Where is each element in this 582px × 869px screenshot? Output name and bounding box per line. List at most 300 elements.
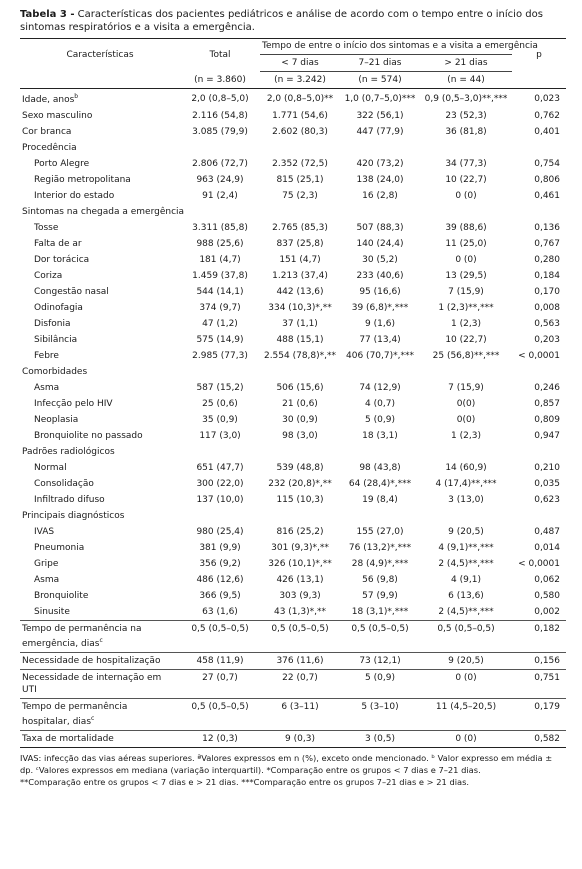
row-label bbox=[20, 220, 180, 236]
row-label bbox=[20, 172, 180, 188]
header-p: p bbox=[512, 39, 566, 72]
table-cell: 27 (0,7) bbox=[180, 670, 260, 699]
table-cell: 1,0 (0,7–5,0)*** bbox=[344, 93, 416, 104]
p-value-cell: < 0,0001 bbox=[518, 351, 560, 361]
row-label bbox=[20, 524, 180, 540]
row-label bbox=[20, 444, 566, 460]
table-cell: 7 (15,9) bbox=[448, 287, 484, 297]
table-cell: 326 (10,1)*,** bbox=[268, 559, 332, 569]
row-label bbox=[20, 540, 180, 556]
row-label-text: Necessidade de hospitalização bbox=[22, 656, 161, 666]
table-cell: 77 (13,4) bbox=[359, 335, 401, 345]
table-row bbox=[20, 316, 566, 332]
table-row bbox=[20, 670, 566, 699]
row-label bbox=[20, 653, 180, 670]
table-row bbox=[20, 588, 566, 604]
table-cell: 28 (4,9)*,*** bbox=[351, 559, 409, 569]
table-footnote bbox=[20, 752, 566, 788]
table-row bbox=[20, 188, 566, 204]
row-label bbox=[20, 460, 180, 476]
table-cell: 74 (12,9) bbox=[359, 383, 401, 393]
row-label-superscript: b bbox=[74, 93, 79, 100]
table-cell: 2.554 (78,8)*,** bbox=[263, 351, 337, 361]
table-row bbox=[20, 348, 566, 364]
table-cell: 1 (2,3) bbox=[451, 431, 481, 441]
table-cell: 575 (14,9) bbox=[196, 335, 244, 345]
table-cell: 6 (3–11) bbox=[260, 699, 340, 731]
row-label bbox=[20, 348, 180, 364]
row-label-text: Porto Alegre bbox=[34, 159, 90, 169]
table-cell: 98 (43,8) bbox=[359, 463, 401, 473]
table-cell: 19 (8,4) bbox=[362, 495, 398, 505]
table-cell: 39 (6,8)*,*** bbox=[351, 303, 409, 313]
table-cell: 1 (2,3) bbox=[451, 319, 481, 329]
table-cell: 233 (40,6) bbox=[356, 271, 404, 281]
table-cell: 2.352 (72,5) bbox=[272, 159, 328, 169]
table-cell: 406 (70,7)*,*** bbox=[346, 351, 414, 361]
row-label bbox=[20, 124, 180, 140]
row-label bbox=[20, 284, 180, 300]
row-label-text: Bronquiolite no passado bbox=[34, 431, 143, 441]
table-cell: 11 (25,0) bbox=[445, 239, 487, 249]
table-cell: 544 (14,1) bbox=[196, 287, 244, 297]
header-tempo: Tempo de entre o início dos sintomas e a visita a emergência bbox=[260, 39, 512, 55]
row-label bbox=[20, 412, 180, 428]
table-cell: 4 (9,1)**,*** bbox=[438, 543, 494, 553]
table-cell: 356 (9,2) bbox=[199, 559, 241, 569]
table-cell: 9 (20,5) bbox=[448, 527, 484, 537]
table-cell: 64 (28,4)*,*** bbox=[348, 479, 412, 489]
row-label bbox=[20, 108, 180, 124]
table-cell: 2.765 (85,3) bbox=[272, 223, 328, 233]
table-cell: 0 (0) bbox=[455, 255, 477, 265]
table-cell: 155 (27,0) bbox=[356, 527, 404, 537]
row-label bbox=[20, 89, 180, 109]
header-n-total: (n = 3.860) bbox=[180, 72, 260, 89]
table-cell: 2,0 (0,8–5,0)** bbox=[266, 93, 334, 104]
row-label-text: Principais diagnósticos bbox=[22, 511, 125, 521]
row-label-text: Sibilância bbox=[34, 335, 78, 345]
row-label-text: Febre bbox=[34, 351, 59, 361]
table-cell: 25 (0,6) bbox=[202, 399, 238, 409]
p-value-cell: 0,857 bbox=[534, 399, 560, 409]
header-n-lt7: (n = 3.242) bbox=[260, 72, 340, 89]
row-label bbox=[20, 556, 180, 572]
table-cell: 980 (25,4) bbox=[196, 527, 244, 537]
row-label-text: Sinusite bbox=[34, 607, 70, 617]
row-label bbox=[20, 396, 180, 412]
patient-characteristics-table bbox=[20, 38, 566, 748]
table-cell: 6 (13,6) bbox=[448, 591, 484, 601]
table-cell: 232 (20,8)*,** bbox=[268, 479, 332, 489]
table-cell: 3 (0,5) bbox=[340, 731, 420, 748]
table-row bbox=[20, 108, 566, 124]
table-cell: 0(0) bbox=[456, 399, 476, 409]
table-row bbox=[20, 699, 566, 731]
p-value-cell: 0,751 bbox=[512, 670, 566, 699]
row-label-text: Odinofagia bbox=[34, 303, 83, 313]
table-cell: 9 (0,3) bbox=[260, 731, 340, 748]
table-cell: 816 (25,2) bbox=[276, 527, 324, 537]
row-label bbox=[20, 140, 566, 156]
table-cell: 300 (22,0) bbox=[196, 479, 244, 489]
row-label-text: Cor branca bbox=[22, 127, 72, 137]
table-cell: 4 (0,7) bbox=[365, 399, 395, 409]
p-value-cell: 0,806 bbox=[534, 175, 560, 185]
table-caption bbox=[20, 8, 570, 34]
table-row bbox=[20, 731, 566, 748]
row-label bbox=[20, 476, 180, 492]
table-cell: 376 (11,6) bbox=[260, 653, 340, 670]
row-label-text: Tempo de permanência hospitalar, dias bbox=[22, 702, 128, 727]
table-row bbox=[20, 492, 566, 508]
table-cell: 0,5 (0,5–0,5) bbox=[180, 699, 260, 731]
table-row bbox=[20, 460, 566, 476]
table-cell: 25 (56,8)**,*** bbox=[432, 351, 500, 361]
table-row bbox=[20, 220, 566, 236]
row-label-text: Taxa de mortalidade bbox=[22, 734, 114, 744]
row-label bbox=[20, 731, 180, 748]
table-cell: 0 (0) bbox=[455, 191, 477, 201]
row-label bbox=[20, 236, 180, 252]
table-cell: 5 (3–10) bbox=[340, 699, 420, 731]
table-cell: 539 (48,8) bbox=[276, 463, 324, 473]
table-cell: 374 (9,7) bbox=[199, 303, 241, 313]
table-row bbox=[20, 653, 566, 670]
p-value-cell: 0,008 bbox=[534, 303, 560, 313]
table-cell: 181 (4,7) bbox=[199, 255, 241, 265]
table-cell: 5 (0,9) bbox=[365, 415, 395, 425]
table-cell: 963 (24,9) bbox=[196, 175, 244, 185]
header-n-gt21: (n = 44) bbox=[420, 72, 512, 89]
p-value-cell: 0,246 bbox=[534, 383, 560, 393]
table-row bbox=[20, 396, 566, 412]
header-group-lt7: < 7 dias bbox=[260, 55, 340, 72]
p-value-cell: 0,156 bbox=[512, 653, 566, 670]
row-label-text: Infecção pelo HIV bbox=[34, 399, 113, 409]
p-value-cell: 0,179 bbox=[512, 699, 566, 731]
table-cell: 7 (15,9) bbox=[448, 383, 484, 393]
p-value-cell: < 0,0001 bbox=[518, 559, 560, 569]
table-cell: 1.459 (37,8) bbox=[192, 271, 248, 281]
table-cell: 2.602 (80,3) bbox=[272, 127, 328, 137]
table-cell: 0(0) bbox=[456, 415, 476, 425]
p-value-cell: 0,461 bbox=[534, 191, 560, 201]
p-value-cell: 0,487 bbox=[534, 527, 560, 537]
table-cell: 37 (1,1) bbox=[282, 319, 318, 329]
table-cell: 815 (25,1) bbox=[276, 175, 324, 185]
caption-label: Tabela 3 - bbox=[20, 9, 75, 20]
table-cell: 35 (0,9) bbox=[202, 415, 238, 425]
group-row bbox=[20, 364, 566, 380]
table-cell: 2 (4,5)**,*** bbox=[438, 559, 494, 569]
table-row bbox=[20, 412, 566, 428]
table-cell: 5 (0,9) bbox=[340, 670, 420, 699]
table-cell: 95 (16,6) bbox=[359, 287, 401, 297]
table-cell: 3 (13,0) bbox=[448, 495, 484, 505]
row-label bbox=[20, 300, 180, 316]
table-row bbox=[20, 476, 566, 492]
table-cell: 23 (52,3) bbox=[445, 111, 487, 121]
table-cell: 56 (9,8) bbox=[362, 575, 398, 585]
table-cell: 18 (3,1) bbox=[362, 431, 398, 441]
table-cell: 988 (25,6) bbox=[196, 239, 244, 249]
table-cell: 837 (25,8) bbox=[276, 239, 324, 249]
table-cell: 9 (1,6) bbox=[365, 319, 395, 329]
table-cell: 651 (47,7) bbox=[196, 463, 244, 473]
p-value-cell: 0,563 bbox=[534, 319, 560, 329]
row-label bbox=[20, 604, 180, 621]
row-label-text: Congestão nasal bbox=[34, 287, 109, 297]
p-value-cell: 0,582 bbox=[512, 731, 566, 748]
row-label-text: Região metropolitana bbox=[34, 175, 131, 185]
row-label bbox=[20, 508, 566, 524]
row-label-text: Interior do estado bbox=[34, 191, 115, 201]
table-row bbox=[20, 332, 566, 348]
table-row bbox=[20, 556, 566, 572]
table-cell: 0,5 (0,5–0,5) bbox=[180, 621, 260, 653]
table-cell: 303 (9,3) bbox=[279, 591, 321, 601]
row-label bbox=[20, 588, 180, 604]
row-label-text: Dor torácica bbox=[34, 255, 90, 265]
table-cell: 117 (3,0) bbox=[199, 431, 241, 441]
table-cell: 18 (3,1)*,*** bbox=[351, 607, 409, 617]
table-header bbox=[20, 39, 566, 89]
table-cell: 488 (15,1) bbox=[276, 335, 324, 345]
header-n-7-21: (n = 574) bbox=[340, 72, 420, 89]
table-cell: 2.116 (54,8) bbox=[192, 111, 248, 121]
p-value-cell: 0,136 bbox=[534, 223, 560, 233]
table-cell: 30 (5,2) bbox=[362, 255, 398, 265]
p-value-cell: 0,280 bbox=[534, 255, 560, 265]
table-row bbox=[20, 268, 566, 284]
table-row bbox=[20, 124, 566, 140]
row-label bbox=[20, 670, 180, 699]
p-value-cell: 0,947 bbox=[534, 431, 560, 441]
row-label-text: Gripe bbox=[34, 559, 59, 569]
p-value-cell: 0,062 bbox=[534, 575, 560, 585]
table-cell: 2.985 (77,3) bbox=[192, 351, 248, 361]
table-cell: 301 (9,3)*,** bbox=[271, 543, 329, 553]
row-label bbox=[20, 332, 180, 348]
row-label bbox=[20, 364, 566, 380]
row-label bbox=[20, 572, 180, 588]
table-cell: 420 (73,2) bbox=[356, 159, 404, 169]
table-cell: 36 (81,8) bbox=[445, 127, 487, 137]
table-cell: 0 (0) bbox=[420, 670, 512, 699]
row-label bbox=[20, 204, 566, 220]
table-row bbox=[20, 236, 566, 252]
table-cell: 334 (10,3)*,** bbox=[268, 303, 332, 313]
table-cell: 39 (88,6) bbox=[445, 223, 487, 233]
table-cell: 115 (10,3) bbox=[276, 495, 324, 505]
p-value-cell: 0,623 bbox=[534, 495, 560, 505]
p-value-cell: 0,210 bbox=[534, 463, 560, 473]
table-cell: 151 (4,7) bbox=[279, 255, 321, 265]
table-row bbox=[20, 172, 566, 188]
table-cell: 57 (9,9) bbox=[362, 591, 398, 601]
table-cell: 76 (13,2)*,*** bbox=[348, 543, 412, 553]
row-label bbox=[20, 188, 180, 204]
p-value-cell: 0,014 bbox=[534, 543, 560, 553]
table-cell: 366 (9,5) bbox=[199, 591, 241, 601]
table-cell: 137 (10,0) bbox=[196, 495, 244, 505]
row-label bbox=[20, 492, 180, 508]
row-label bbox=[20, 699, 180, 731]
row-label-text: Procedência bbox=[22, 143, 77, 153]
p-value-cell: 0,754 bbox=[534, 159, 560, 169]
row-label-text: Coriza bbox=[34, 271, 63, 281]
table-cell: 0,9 (0,5–3,0)**,*** bbox=[424, 93, 508, 104]
table-cell: 75 (2,3) bbox=[282, 191, 318, 201]
row-label bbox=[20, 428, 180, 444]
row-label-text: Pneumonia bbox=[34, 543, 85, 553]
table-cell: 2,0 (0,8–5,0) bbox=[191, 93, 249, 104]
table-row bbox=[20, 540, 566, 556]
row-label-text: Falta de ar bbox=[34, 239, 82, 249]
table-cell: 140 (24,4) bbox=[356, 239, 404, 249]
table-row bbox=[20, 380, 566, 396]
table-cell: 0,5 (0,5–0,5) bbox=[260, 621, 340, 653]
row-label-text: Asma bbox=[34, 383, 60, 393]
table-row bbox=[20, 284, 566, 300]
row-label-text: Comorbidades bbox=[22, 367, 88, 377]
row-label bbox=[20, 156, 180, 172]
table-cell: 14 (60,9) bbox=[445, 463, 487, 473]
table-cell: 2 (4,5)**,*** bbox=[438, 607, 494, 617]
table-cell: 3.311 (85,8) bbox=[192, 223, 248, 233]
row-label-text: Tosse bbox=[34, 223, 59, 233]
row-label bbox=[20, 268, 180, 284]
table-cell: 458 (11,9) bbox=[180, 653, 260, 670]
table-cell: 381 (9,9) bbox=[199, 543, 241, 553]
table-row bbox=[20, 89, 566, 109]
table-cell: 16 (2,8) bbox=[362, 191, 398, 201]
header-total: Total bbox=[180, 39, 260, 72]
p-value-cell: 0,401 bbox=[534, 127, 560, 137]
table-body bbox=[20, 89, 566, 748]
table-row bbox=[20, 524, 566, 540]
table-row bbox=[20, 428, 566, 444]
table-cell: 447 (77,9) bbox=[356, 127, 404, 137]
table-cell: 98 (3,0) bbox=[282, 431, 318, 441]
table-row bbox=[20, 300, 566, 316]
group-row bbox=[20, 140, 566, 156]
row-label-text: Consolidação bbox=[34, 479, 94, 489]
row-label-superscript: c bbox=[99, 637, 103, 644]
p-value-cell: 0,809 bbox=[534, 415, 560, 425]
table-cell: 63 (1,6) bbox=[202, 607, 238, 617]
table-cell: 34 (77,3) bbox=[445, 159, 487, 169]
header-spacer bbox=[512, 72, 566, 89]
row-label-superscript: c bbox=[91, 715, 95, 722]
header-group-gt21: > 21 dias bbox=[420, 55, 512, 72]
table-cell: 10 (22,7) bbox=[445, 175, 487, 185]
table-cell: 43 (1,3)*,** bbox=[273, 607, 326, 617]
header-spacer bbox=[20, 72, 180, 89]
table-cell: 507 (88,3) bbox=[356, 223, 404, 233]
row-label-text: Infiltrado difuso bbox=[34, 495, 105, 505]
row-label bbox=[20, 252, 180, 268]
table-cell: 587 (15,2) bbox=[196, 383, 244, 393]
table-cell: 21 (0,6) bbox=[282, 399, 318, 409]
p-value-cell: 0,170 bbox=[534, 287, 560, 297]
row-label-text: Padrões radiológicos bbox=[22, 447, 115, 457]
table-cell: 47 (1,2) bbox=[202, 319, 238, 329]
table-row bbox=[20, 252, 566, 268]
table-cell: 4 (9,1) bbox=[451, 575, 481, 585]
row-label-text: Normal bbox=[34, 463, 67, 473]
footnote-line: IVAS: infecção das vias aéreas superiores. ªValores expressos em n (%), exceto onde mencionado. ᵇ Valor expresso em média ± dp. ᶜValores expressos em mediana (variação interquartil). *Comparação entre os grupos < 7 dias e 7–21 dias. bbox=[20, 753, 553, 775]
table-cell: 3.085 (79,9) bbox=[192, 127, 248, 137]
row-label-text: Disfonia bbox=[34, 319, 71, 329]
table-cell: 10 (22,7) bbox=[445, 335, 487, 345]
p-value-cell: 0,767 bbox=[534, 239, 560, 249]
table-cell: 91 (2,4) bbox=[202, 191, 238, 201]
row-label-text: Necessidade de internação em UTI bbox=[22, 673, 162, 695]
table-cell: 1.771 (54,6) bbox=[272, 111, 328, 121]
table-cell: 1 (2,3)**,*** bbox=[438, 303, 494, 313]
table-cell: 486 (12,6) bbox=[196, 575, 244, 585]
table-cell: 22 (0,7) bbox=[260, 670, 340, 699]
table-cell: 12 (0,3) bbox=[180, 731, 260, 748]
table-row bbox=[20, 572, 566, 588]
p-value-cell: 0,580 bbox=[534, 591, 560, 601]
table-cell: 426 (13,1) bbox=[276, 575, 324, 585]
row-label bbox=[20, 621, 180, 653]
table-cell: 322 (56,1) bbox=[356, 111, 404, 121]
p-value-cell: 0,002 bbox=[534, 607, 560, 617]
table-cell: 30 (0,9) bbox=[282, 415, 318, 425]
table-row bbox=[20, 156, 566, 172]
row-label-text: Sexo masculino bbox=[22, 111, 93, 121]
table-cell: 9 (20,5) bbox=[420, 653, 512, 670]
p-value-cell: 0,035 bbox=[534, 479, 560, 489]
table-row bbox=[20, 604, 566, 621]
header-characteristics: Características bbox=[20, 39, 180, 72]
table-cell: 506 (15,6) bbox=[276, 383, 324, 393]
p-value-cell: 0,762 bbox=[534, 111, 560, 121]
table-cell: 0 (0) bbox=[420, 731, 512, 748]
table-cell: 138 (24,0) bbox=[356, 175, 404, 185]
table-cell: 442 (13,6) bbox=[276, 287, 324, 297]
p-value-cell: 0,023 bbox=[534, 93, 560, 104]
row-label-text: Bronquiolite bbox=[34, 591, 89, 601]
table-row bbox=[20, 621, 566, 653]
p-value-cell: 0,182 bbox=[512, 621, 566, 653]
footnote-line: **Comparação entre os grupos < 7 dias e > 21 dias. ***Comparação entre os grupos 7–21 dias e > 21 dias. bbox=[20, 777, 470, 787]
caption-text: Características dos pacientes pediátricos e análise de acordo com o tempo entre o início dos sintomas respiratórios e a visita a emergência. bbox=[20, 9, 543, 33]
group-row bbox=[20, 204, 566, 220]
row-label bbox=[20, 316, 180, 332]
table-cell: 11 (4,5–20,5) bbox=[420, 699, 512, 731]
row-label-text: IVAS bbox=[34, 527, 55, 537]
row-label-text: Neoplasia bbox=[34, 415, 79, 425]
table-cell: 0,5 (0,5–0,5) bbox=[340, 621, 420, 653]
row-label-text: Sintomas na chegada a emergência bbox=[22, 207, 185, 217]
p-value-cell: 0,184 bbox=[534, 271, 560, 281]
table-cell: 1.213 (37,4) bbox=[272, 271, 328, 281]
header-group-7-21: 7–21 dias bbox=[340, 55, 420, 72]
table-cell: 13 (29,5) bbox=[445, 271, 487, 281]
table-cell: 4 (17,4)**,*** bbox=[435, 479, 497, 489]
p-value-cell: 0,203 bbox=[534, 335, 560, 345]
group-row bbox=[20, 444, 566, 460]
table-cell: 73 (12,1) bbox=[340, 653, 420, 670]
table-cell: 2.806 (72,7) bbox=[192, 159, 248, 169]
row-label bbox=[20, 380, 180, 396]
group-row bbox=[20, 508, 566, 524]
